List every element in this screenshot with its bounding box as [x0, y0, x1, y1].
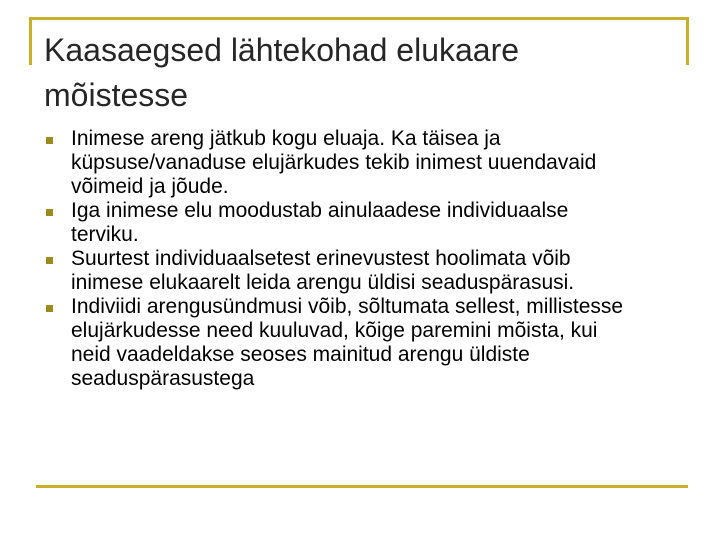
bullet-item	[46, 127, 666, 199]
bullet-item	[46, 199, 666, 247]
left-rule	[29, 17, 32, 65]
bullet-item	[46, 247, 666, 295]
bullet-item	[46, 295, 666, 391]
bullet-text: Suurtest individuaalsetest erinevustest hoolimata võib inimese elukaarelt leida arengu üldisi seaduspärasusi.	[71, 247, 575, 294]
square-bullet-icon	[46, 137, 53, 144]
bullet-text: Inimese areng jätkub kogu eluaja. Ka täisea ja küpsuse/vanaduse elujärkudes tekib inimest uuendavaid võimeid ja jõude.	[71, 127, 597, 198]
bullet-text: Indiviidi arengusündmusi võib, sõltumata sellest, millistesse elujärkudesse need kuuluvad, kõige paremini mõista, kui neid vaadeldakse seoses mainitud arengu üldiste seaduspärasustega	[71, 295, 624, 390]
bullet-list	[46, 127, 666, 391]
square-bullet-icon	[46, 305, 53, 312]
slide-title: Kaasaegsed lähtekohad elukaare mõistesse	[44, 32, 520, 113]
bullet-text: Iga inimese elu moodustab ainulaadese individuaalse terviku.	[71, 199, 569, 246]
square-bullet-icon	[46, 209, 53, 216]
top-rule	[29, 17, 689, 20]
square-bullet-icon	[46, 257, 53, 264]
bottom-rule	[36, 485, 688, 488]
right-rule	[686, 17, 689, 65]
